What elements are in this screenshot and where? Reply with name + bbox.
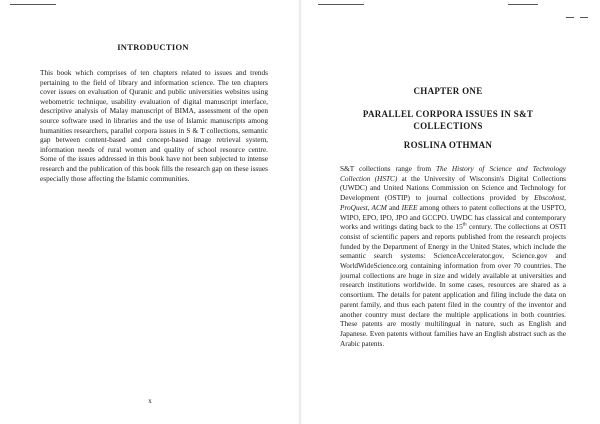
body-text: century. The collections at OSTI consist of scientific papers and reports published from the research projects funded by the Department of Energy in the United States, which include the semantic search systems: ScienceAccelerator.gov, Science.gov and WorldWideScience.org containing information from over 70 countries. The journal collections are huge in size and widely available at universities and research institutions worldwide. In some cases, resources are shared as a consortium. The details for patent application and filing include the data on parent family, and thus each patent filed in the country of the inventor and another country must declare the multiple applications in both countries. These patents are mostly multilingual in nature, such as English and Japanese. Even patents without families have an English abstract such as the Arabic patents. (340, 222, 566, 348)
body-italic-text: The History of Science and Technology Collection (HSTC) (340, 164, 566, 183)
chapter-author: ROSLINA OTHMAN (403, 140, 493, 150)
page-number: x (148, 397, 152, 405)
body-italic-text: Ebscohost, ProQuest, ACM (340, 193, 566, 212)
introduction-heading: INTRODUCTION (117, 42, 189, 52)
introduction-paragraph: This book which comprises of ten chapters related to issues and trends pertaining to the field of library and information science. The ten chapters cover issues on evaluation of Quranic and public universities websites using webometric technique, usability evaluation of digital manuscript interface, descriptive analysis of Malay manuscript of BIMA, assessment of the open source software used in libraries and the use of Islamic manuscripts among humanities researchers, parallel corpora issues in S & T collections, semantic gap between content-based and concept-based image retrieval system, information needs of rural women and quality of school resource centre. Some of the issues addressed in this book have not been subjected to intense research and the publication of this book fills the research gap on these issues especially those affecting the Islamic communities. (40, 68, 268, 183)
chapter-title (332, 108, 564, 132)
chapter-title-line-1: PARALLEL CORPORA ISSUES IN S&T (362, 109, 534, 119)
body-superscript: th (462, 222, 467, 228)
body-text: at the University of Wisconsin's Digital Collections (UWDC) and United Nations Commission on Science and Technology for Development (OSTIP) to journal collections provided by (340, 173, 566, 203)
chapter-title-line-2: COLLECTIONS (413, 121, 483, 131)
chapter-label: CHAPTER ONE (413, 86, 483, 96)
body-text: and (386, 202, 402, 212)
body-text: S&T collections range from (340, 164, 436, 173)
chapter-body-paragraph (340, 164, 566, 348)
body-text: among others to patent collections at the USPTO, WIPO, EPO, IPO, JPO and GCCPO. UWDC has classical and contemporary works and writings dating back to the 15 (340, 202, 566, 232)
body-italic-text: IEEE (401, 202, 418, 212)
